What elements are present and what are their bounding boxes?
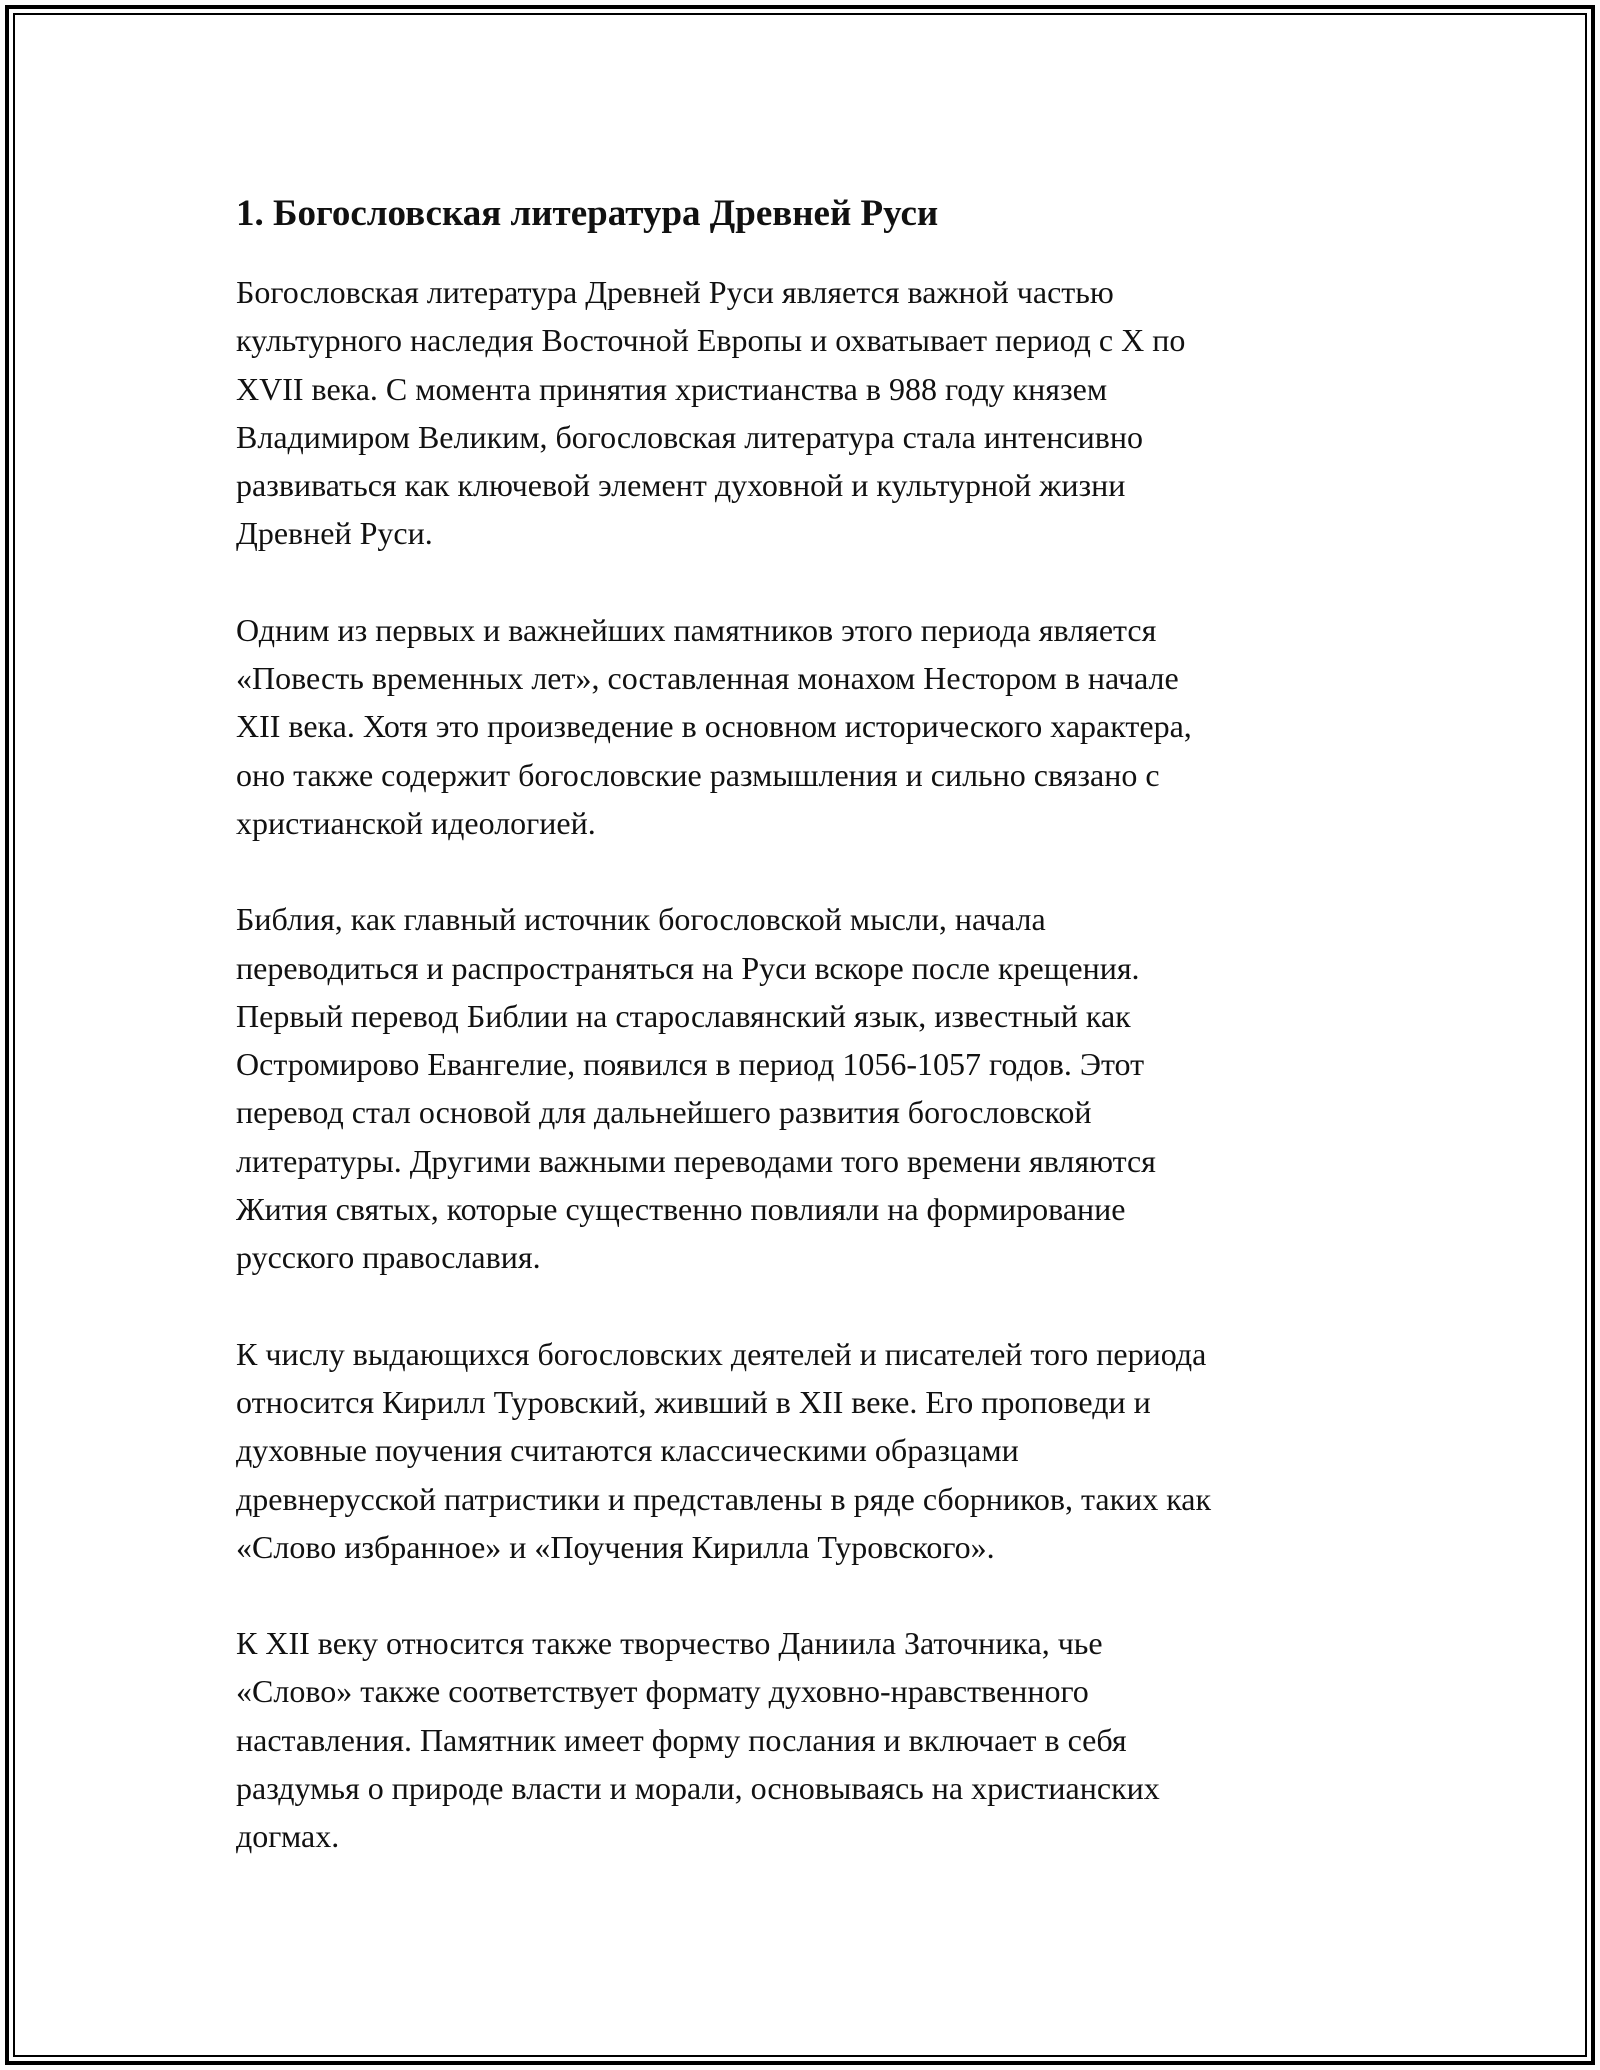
paragraph-line: культурного наследия Восточной Европы и охватывает период с X по	[236, 322, 1186, 359]
paragraph-5	[236, 1619, 1366, 1860]
paragraph-line: переводиться и распространяться на Руси вскоре после крещения.	[236, 949, 1140, 986]
paragraph-line: христианской идеологией.	[236, 804, 596, 841]
paragraph-3	[236, 895, 1366, 1281]
paragraph-line: Библия, как главный источник богословской мысли, начала	[236, 901, 1046, 938]
paragraph-line: наставления. Памятник имеет форму послания и включает в себя	[236, 1721, 1127, 1758]
paragraph-4	[236, 1330, 1366, 1571]
paragraph-line: Остромирово Евангелие, появился в период 1056-1057 годов. Этот	[236, 1046, 1145, 1083]
paragraph-line: К числу выдающихся богословских деятелей и писателей того периода	[236, 1335, 1207, 1372]
paragraph-2	[236, 606, 1366, 847]
paragraph-line: древнерусской патристики и представлены в ряде сборников, таких как	[236, 1480, 1212, 1517]
paragraph-line: литературы. Другими важными переводами того времени являются	[236, 1142, 1156, 1179]
paragraph-line: «Повесть временных лет», составленная монахом Нестором в начале	[236, 660, 1179, 697]
paragraph-line: духовные поучения считаются классическими образцами	[236, 1432, 1019, 1469]
paragraph-line: перевод стал основой для дальнейшего развития богословской	[236, 1094, 1092, 1131]
paragraph-line: относится Кирилл Туровский, живший в XII веке. Его проповеди и	[236, 1383, 1151, 1420]
paragraph-line: XVII века. С момента принятия христианства в 988 году князем	[236, 370, 1108, 407]
paragraph-line: оно также содержит богословские размышления и сильно связано с	[236, 756, 1160, 793]
paragraph-line: «Слово» также соответствует формату духовно-нравственного	[236, 1673, 1089, 1710]
paragraph-line: Одним из первых и важнейших памятников этого периода является	[236, 611, 1157, 648]
paragraph-line: «Слово избранное» и «Поучения Кирилла Туровского».	[236, 1528, 995, 1565]
paragraph-line: Богословская литература Древней Руси является важной частью	[236, 274, 1114, 310]
paragraph-line: развиваться как ключевой элемент духовной и культурной жизни	[236, 467, 1126, 504]
paragraph-line: Жития святых, которые существенно повлияли на формирование	[236, 1191, 1126, 1228]
paragraph-line: русского православия.	[236, 1239, 541, 1276]
paragraph-line: Древней Руси.	[236, 515, 433, 552]
paragraph-1	[236, 268, 1366, 558]
paragraph-line: раздумья о природе власти и морали, основываясь на христианских	[236, 1770, 1160, 1807]
paragraph-line: догмах.	[236, 1818, 340, 1855]
section-heading: 1. Богословская литература Древней Руси	[236, 193, 939, 234]
paragraph-line: К XII веку относится также творчество Даниила Заточника, чье	[236, 1625, 1103, 1662]
paragraph-line: XII века. Хотя это произведение в основном исторического характера,	[236, 708, 1192, 745]
paragraph-line: Первый перевод Библии на старославянский язык, известный как	[236, 997, 1131, 1034]
document-body	[236, 186, 1366, 1909]
paragraph-line: Владимиром Великим, богословская литература стала интенсивно	[236, 418, 1143, 455]
